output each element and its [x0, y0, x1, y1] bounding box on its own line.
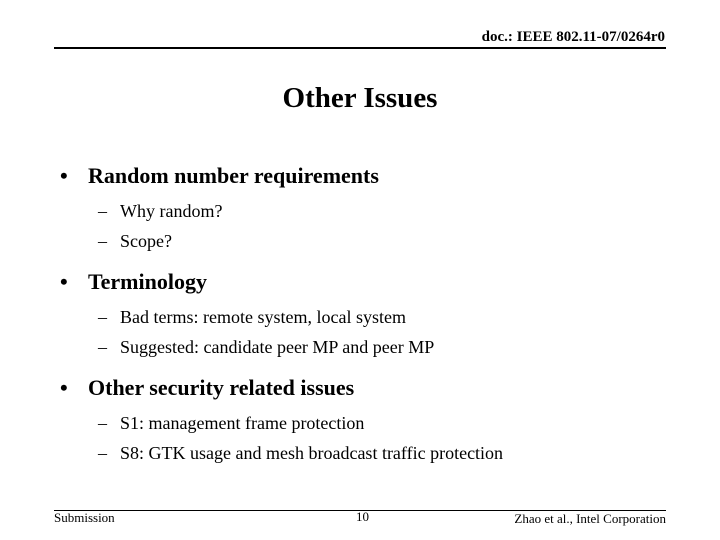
dash-marker: –: [98, 307, 107, 327]
bullet-text: Other security related issues: [88, 375, 355, 400]
sub-item-text: Suggested: candidate peer MP and peer MP: [120, 337, 435, 357]
dash-marker: –: [98, 413, 107, 433]
sub-list: [60, 302, 680, 362]
sub-item: [98, 226, 680, 256]
bullet-text: Random number requirements: [88, 163, 379, 188]
sub-item: [98, 302, 680, 332]
sub-item: [98, 408, 680, 438]
bullet-marker: •: [60, 375, 68, 400]
bullet-list: [60, 160, 680, 478]
sub-item-text: Scope?: [120, 231, 172, 251]
bullet-item: [60, 266, 680, 298]
bullet-marker: •: [60, 163, 68, 188]
sub-item-text: Why random?: [120, 201, 223, 221]
dash-marker: –: [98, 231, 107, 251]
sub-item: [98, 196, 680, 226]
sub-item-text: S8: GTK usage and mesh broadcast traffic protection: [120, 443, 504, 463]
header-divider: [54, 47, 666, 49]
bullet-item: [60, 372, 680, 404]
slide-title: Other Issues: [282, 82, 438, 114]
footer-author: Zhao et al., Intel Corporation: [514, 511, 666, 526]
dash-marker: –: [98, 443, 107, 463]
sub-list: [60, 408, 680, 468]
bullet-marker: •: [60, 269, 68, 294]
sub-item-text: Bad terms: remote system, local system: [120, 307, 406, 327]
sub-item: [98, 438, 680, 468]
bullet-item: [60, 160, 680, 192]
bullet-text: Terminology: [88, 269, 207, 294]
page-number: 10: [356, 509, 369, 524]
sub-item: [98, 332, 680, 362]
dash-marker: –: [98, 201, 107, 221]
footer-submission: Submission: [54, 510, 115, 525]
dash-marker: –: [98, 337, 107, 357]
sub-item-text: S1: management frame protection: [120, 413, 365, 433]
document-id: doc.: IEEE 802.11-07/0264r0: [481, 29, 665, 45]
sub-list: [60, 196, 680, 256]
